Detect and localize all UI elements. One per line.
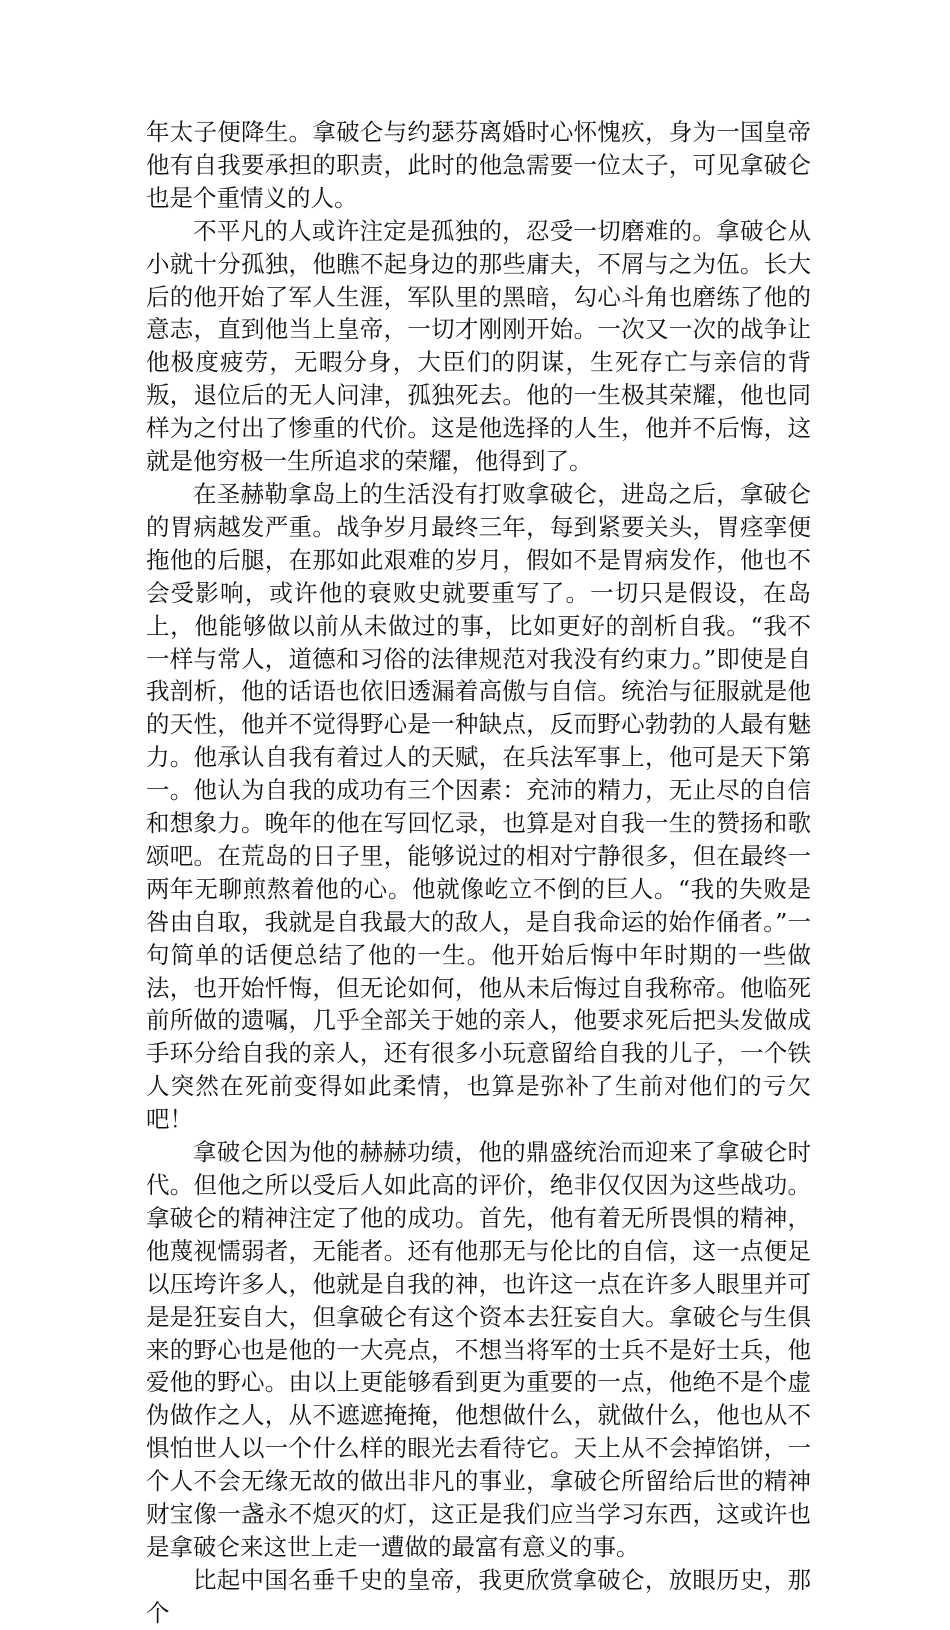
paragraph-4: 拿破仑因为他的赫赫功绩，他的鼎盛统治而迎来了拿破仑时代。但他之所以受后人如此高的评价，绝非仅仅因为这些战功。拿破仑的精神注定了他的成功。首先，他有着无所畏惧的精神，他蔑视懦弱者，无能者。还有他那无与伦比的自信，这一点便足以压垮许多人，他就是自我的神，也许这一点在许多人眼里并可是是狂妄自大，但拿破仑有这个资本去狂妄自大。拿破仑与生俱来的野心也是他的一大亮点，不想当将军的士兵不是好士兵，他爱他的野心。由以上更能够看到更为重要的一点，他绝不是个虚伪做作之人，从不遮遮掩掩，他想做什么，就做什么，他也从不惧怕世人以一个什么样的眼光去看待它。天上从不会掉馅饼，一个人不会无缘无故的做出非凡的事业，拿破仑所留给后世的精神财宝像一盏永不熄灭的灯，这正是我们应当学习东西，这或许也是拿破仑来这世上走一遭做的最富有意义的事。 bbox=[146, 1138, 811, 1561]
document-body bbox=[146, 116, 811, 1630]
paragraph-3: 在圣赫勒拿岛上的生活没有打败拿破仑，进岛之后，拿破仑的胃病越发严重。战争岁月最终三年，每到紧要关头，胃痉挛便拖他的后腿，在那如此艰难的岁月，假如不是胃病发作，他也不会受影响，或许他的衰败史就要重写了。一切只是假设，在岛上，他能够做以前从未做过的事，比如更好的剖析自我。“我不一样与常人，道德和习俗的法律规范对我没有约束力。”即使是自我剖析，他的话语也依旧透漏着高傲与自信。统治与征服就是他的天性，他并不觉得野心是一种缺点，反而野心勃勃的人最有魅力。他承认自我有着过人的天赋，在兵法军事上，他可是天下第一。他认为自我的成功有三个因素：充沛的精力，无止尽的自信和想象力。晚年的他在写回忆录，也算是对自我一生的赞扬和歌颂吧。在荒岛的日子里，能够说过的相对宁静很多，但在最终一两年无聊煎熬着他的心。他就像屹立不倒的巨人。“我的失败是咎由自取，我就是自我最大的敌人，是自我命运的始作俑者。”一句简单的话便总结了他的一生。他开始后悔中年时期的一些做法，也开始忏悔，但无论如何，他从未后悔过自我称帝。他临死前所做的遗嘱，几乎全部关于她的亲人，他要求死后把头发做成手环分给自我的亲人，还有很多小玩意留给自我的儿子，一个铁人突然在死前变得如此柔情，也算是弥补了生前对他们的亏欠吧！ bbox=[146, 479, 811, 1134]
paragraph-1: 年太子便降生。拿破仑与约瑟芬离婚时心怀愧疚，身为一国皇帝他有自我要承担的职责，此时的他急需要一位太子，可见拿破仑也是个重情义的人。 bbox=[146, 118, 811, 212]
paragraph-5: 比起中国名垂千史的皇帝，我更欣赏拿破仑，放眼历史，那个 bbox=[146, 1565, 811, 1627]
paragraph-2: 不平凡的人或许注定是孤独的，忍受一切磨难的。拿破仑从小就十分孤独，他瞧不起身边的那些庸夫，不屑与之为伍。长大后的他开始了军人生涯，军队里的黑暗，勾心斗角也磨练了他的意志，直到他当上皇帝，一切才刚刚开始。一次又一次的战争让他极度疲劳，无暇分身，大臣们的阴谋，生死存亡与亲信的背叛，退位后的无人问津，孤独死去。他的一生极其荣耀，他也同样为之付出了惨重的代价。这是他选择的人生，他并不后悔，这就是他穷极一生所追求的荣耀，他得到了。 bbox=[146, 216, 811, 476]
